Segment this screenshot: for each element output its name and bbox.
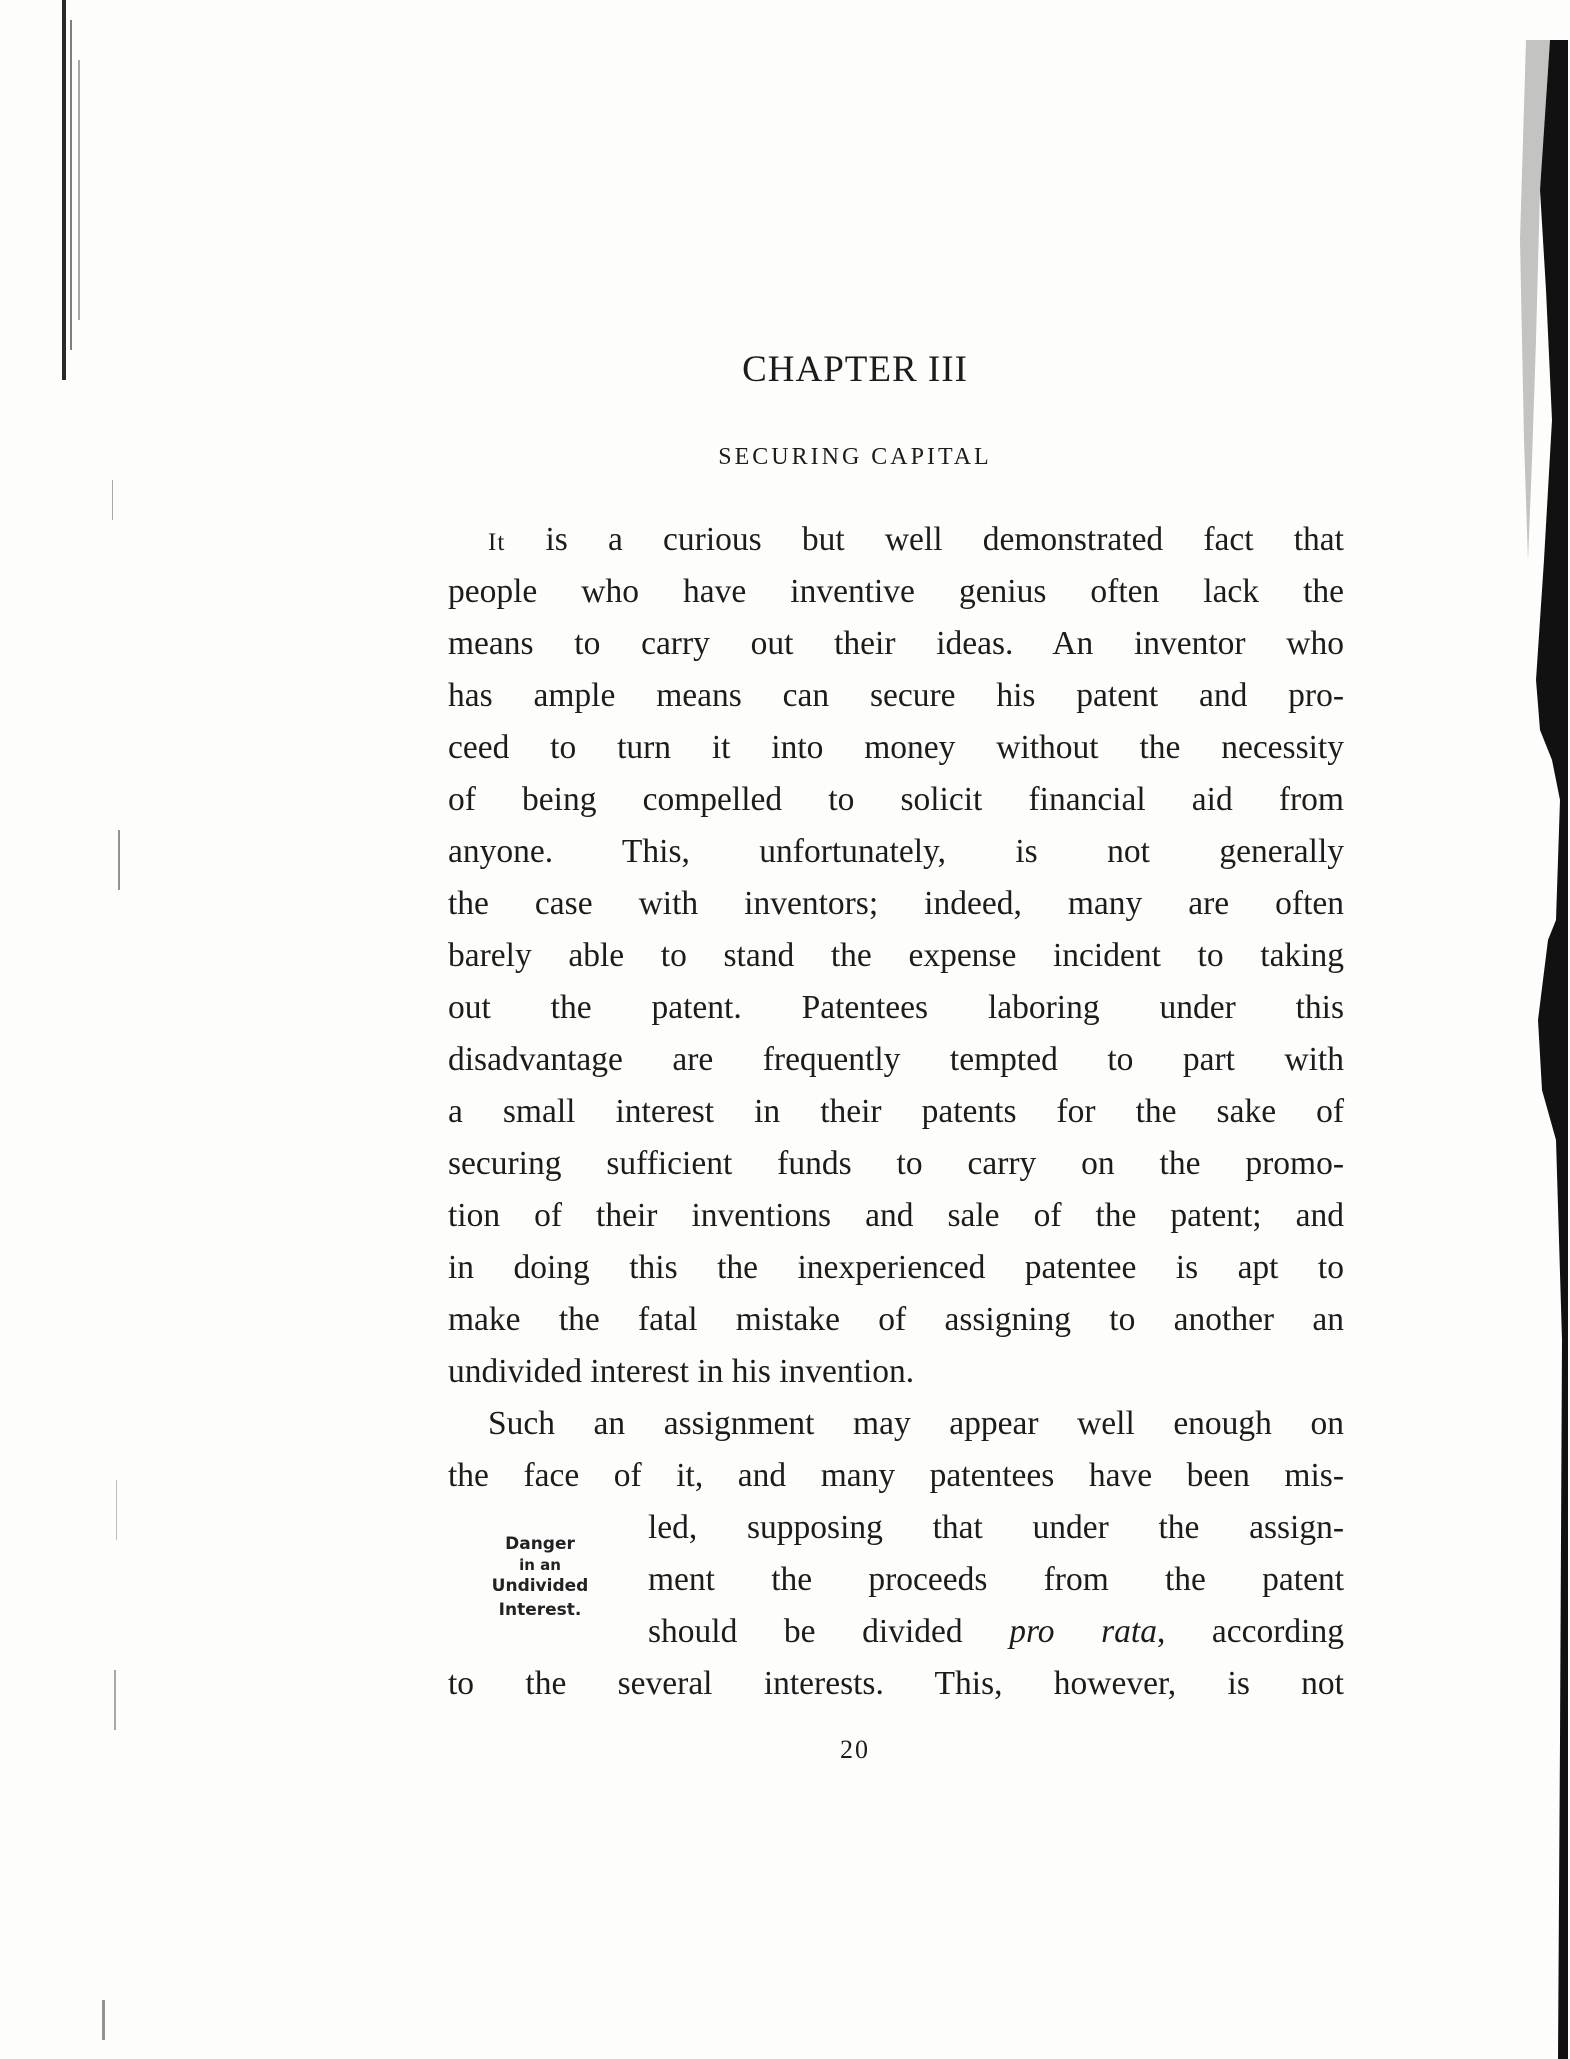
text-line: the case with inventors; indeed, many are often	[448, 885, 1344, 922]
text-line: barely able to stand the expense incident to taking	[448, 937, 1344, 974]
chapter-subtitle: SECURING CAPITAL	[718, 444, 992, 470]
text-line: It is a curious but well demonstrated fact that	[488, 521, 1344, 558]
text-line: out the patent. Patentees laboring under this	[448, 989, 1344, 1026]
text-line: undivided interest in his invention.	[448, 1353, 915, 1390]
text-line: has ample means can secure his patent and pro-	[448, 677, 1344, 714]
drop-cap-word: It	[488, 529, 506, 556]
text-line: people who have inventive genius often lack the	[448, 573, 1344, 610]
text-line: disadvantage are frequently tempted to part with	[448, 1041, 1344, 1078]
text-line: a small interest in their patents for the sake of	[448, 1093, 1344, 1130]
margin-note-line: Undivided	[491, 1576, 589, 1596]
text-line: to the several interests. This, however, is not	[448, 1665, 1344, 1702]
text-line: ment the proceeds from the patent	[648, 1561, 1344, 1598]
page-number: 20	[840, 1735, 870, 1764]
margin-note-line: Danger	[505, 1534, 575, 1554]
text-line: of being compelled to solicit financial aid from	[448, 781, 1344, 818]
margin-note-line: in an	[519, 1556, 561, 1574]
text-line: make the fatal mistake of assigning to another an	[448, 1301, 1344, 1338]
text-line: should be divided pro rata, according	[648, 1613, 1344, 1650]
text-line: in doing this the inexperienced patentee is apt to	[448, 1249, 1344, 1286]
text-line: Such an assignment may appear well enough on	[488, 1405, 1344, 1442]
text-line: anyone. This, unfortunately, is not generally	[448, 833, 1344, 870]
text-line: means to carry out their ideas. An inventor who	[448, 625, 1344, 662]
margin-note	[460, 1532, 620, 1622]
text-line: the face of it, and many patentees have been mis-	[448, 1457, 1344, 1494]
italic-phrase: pro rata	[1009, 1613, 1157, 1650]
text-line: led, supposing that under the assign-	[648, 1509, 1344, 1546]
chapter-title: CHAPTER III	[742, 349, 968, 390]
text-line: ceed to turn it into money without the necessity	[448, 729, 1344, 766]
margin-note-line: Interest.	[498, 1600, 582, 1620]
text-line: tion of their inventions and sale of the patent; and	[448, 1197, 1344, 1234]
text-line: securing sufficient funds to carry on the promo-	[448, 1145, 1344, 1182]
